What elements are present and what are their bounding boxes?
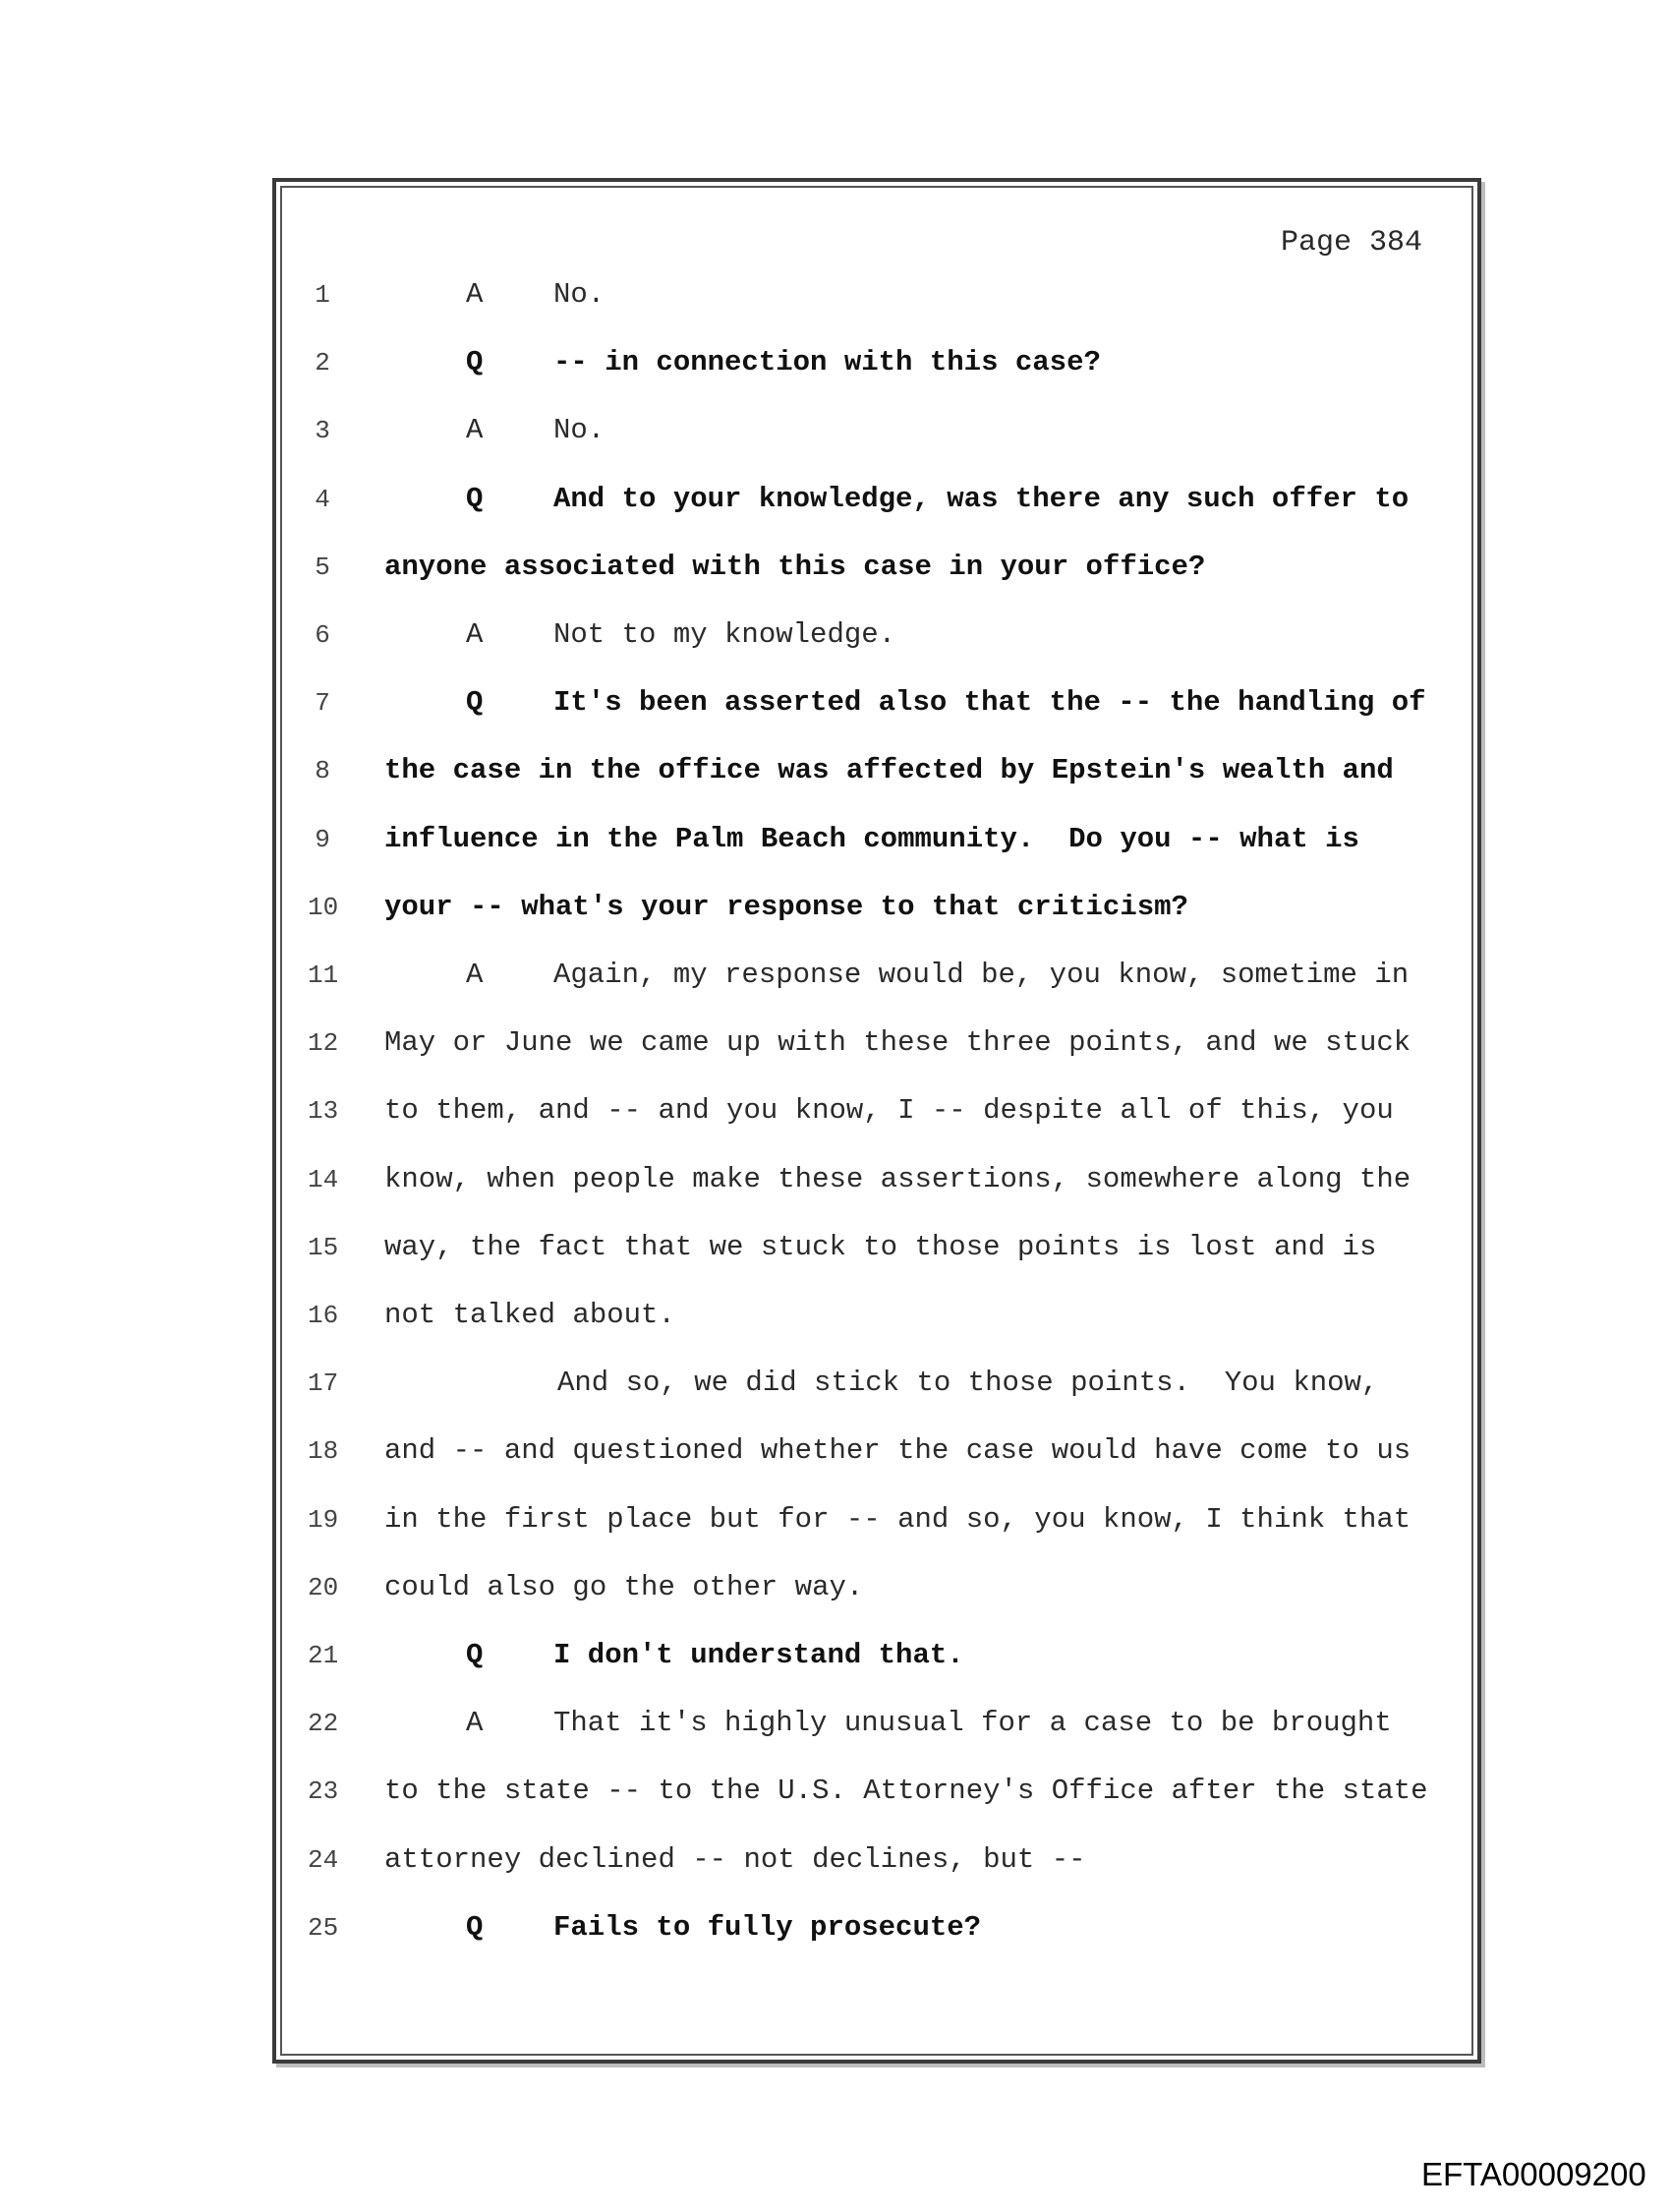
transcript-line xyxy=(0,1772,1671,1811)
transcript-line xyxy=(0,1091,1671,1131)
line-number: 9 xyxy=(315,824,330,854)
line-number: 19 xyxy=(308,1504,339,1535)
line-text: That it's highly unusual for a case to be brought xyxy=(553,1707,1392,1740)
line-text: May or June we came up with these three points, and we stuck xyxy=(384,1026,1412,1060)
line-text: to the state -- to the U.S. Attorney's Office after the state xyxy=(384,1775,1428,1808)
line-text: know, when people make these assertions, somewhere along the xyxy=(384,1162,1412,1195)
transcript-line xyxy=(0,820,1671,859)
transcript-line xyxy=(0,1431,1671,1471)
speaker-label: Q xyxy=(466,1910,484,1944)
speaker-label: A xyxy=(466,1707,484,1740)
line-number: 25 xyxy=(308,1912,339,1943)
transcript-line xyxy=(0,1636,1671,1675)
transcript-line xyxy=(0,1364,1671,1403)
speaker-label: Q xyxy=(466,1639,484,1671)
transcript-line xyxy=(0,480,1671,519)
line-number: 21 xyxy=(308,1641,339,1670)
line-number: 3 xyxy=(315,416,330,446)
line-text: way, the fact that we stuck to those points is lost and is xyxy=(384,1230,1377,1263)
transcript-line xyxy=(0,1296,1671,1335)
speaker-label: A xyxy=(466,278,484,311)
line-number: 22 xyxy=(308,1709,339,1739)
line-text: -- in connection with this case? xyxy=(553,346,1101,379)
speaker-label: A xyxy=(466,414,484,447)
line-text: and -- and questioned whether the case would have come to us xyxy=(384,1434,1412,1468)
transcript-line xyxy=(0,888,1671,927)
transcript-line xyxy=(0,548,1671,587)
line-text: your -- what's your response to that criticism? xyxy=(384,890,1188,923)
page-number: Page 384 xyxy=(1281,226,1423,260)
line-number: 12 xyxy=(308,1028,339,1059)
line-number: 24 xyxy=(308,1844,339,1875)
line-number: 8 xyxy=(315,756,330,786)
line-number: 13 xyxy=(308,1096,339,1127)
transcript-line xyxy=(0,1023,1671,1063)
line-text: No. xyxy=(553,414,605,447)
transcript-line xyxy=(0,683,1671,723)
transcript-line xyxy=(0,1228,1671,1267)
transcript-line xyxy=(0,615,1671,655)
speaker-label: A xyxy=(466,959,484,991)
transcript-line xyxy=(0,956,1671,995)
speaker-label: Q xyxy=(466,686,484,720)
transcript-line xyxy=(0,1568,1671,1607)
line-number: 4 xyxy=(315,484,330,514)
line-number: 23 xyxy=(308,1776,339,1807)
transcript-line xyxy=(0,343,1671,382)
line-text: could also go the other way. xyxy=(384,1570,864,1603)
line-number: 15 xyxy=(308,1232,339,1262)
transcript-line xyxy=(0,411,1671,450)
line-number: 10 xyxy=(308,892,339,922)
line-number: 2 xyxy=(315,348,330,378)
line-number: 11 xyxy=(308,960,339,990)
line-text: attorney declined -- not declines, but -- xyxy=(384,1842,1086,1876)
transcript-line xyxy=(0,751,1671,790)
line-text: And to your knowledge, was there any such offer to xyxy=(553,482,1410,515)
line-text: It's been asserted also that the -- the handling of xyxy=(553,686,1426,720)
line-text: anyone associated with this case in your office? xyxy=(384,550,1206,583)
line-text: I don't understand that. xyxy=(553,1639,964,1671)
line-number: 7 xyxy=(315,688,330,719)
line-number: 18 xyxy=(308,1436,339,1467)
transcript-line xyxy=(0,1160,1671,1199)
transcript-line xyxy=(0,275,1671,315)
speaker-label: A xyxy=(466,618,484,651)
line-text: not talked about. xyxy=(384,1299,675,1331)
speaker-label: Q xyxy=(466,482,484,515)
line-number: 5 xyxy=(315,552,330,582)
transcript-line xyxy=(0,1500,1671,1540)
line-text: the case in the office was affected by Epstein's wealth and xyxy=(384,754,1394,787)
line-number: 16 xyxy=(308,1301,339,1330)
transcript-line xyxy=(0,1908,1671,1948)
line-text: in the first place but for -- and so, you know, I think that xyxy=(384,1502,1412,1536)
transcript-line xyxy=(0,1840,1671,1880)
line-text: No. xyxy=(553,278,605,311)
line-number: 14 xyxy=(308,1164,339,1194)
line-text: Not to my knowledge. xyxy=(553,618,896,651)
transcript-line xyxy=(0,1704,1671,1743)
line-text: Again, my response would be, you know, sometime in xyxy=(553,959,1410,991)
line-number: 17 xyxy=(308,1368,339,1399)
line-text: influence in the Palm Beach community. Do you -- what is xyxy=(384,822,1359,855)
line-text: And so, we did stick to those points. You know, xyxy=(557,1367,1379,1400)
line-text: Fails to fully prosecute? xyxy=(553,1910,982,1944)
line-number: 6 xyxy=(315,620,330,650)
speaker-label: Q xyxy=(466,346,484,379)
line-number: 1 xyxy=(315,280,330,310)
line-number: 20 xyxy=(308,1572,339,1602)
document-id-footer: EFTA00009200 xyxy=(1421,2156,1646,2192)
line-text: to them, and -- and you know, I -- despite all of this, you xyxy=(384,1094,1394,1128)
